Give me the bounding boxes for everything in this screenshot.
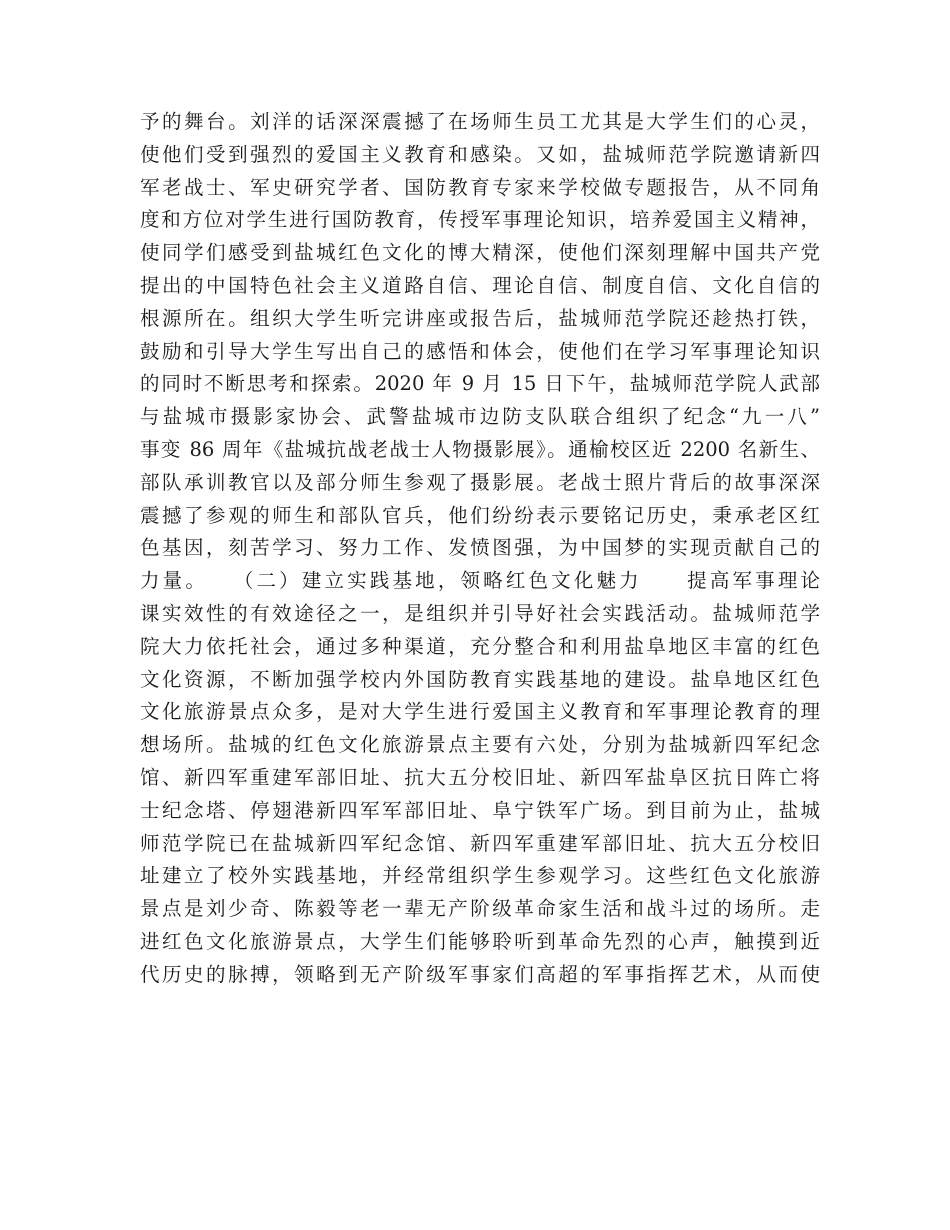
text-line: 度和方位对学生进行国防教育，传授军事理论知识，培养爱国主义精神， xyxy=(140,208,820,232)
text-line: 代历史的脉搏，领略到无产阶级军事家们高超的军事指挥艺术，从而使 xyxy=(140,962,820,986)
text-line: 景点是刘少奇、陈毅等老一辈无产阶级革命家生活和战斗过的场所。走 xyxy=(140,897,820,921)
text-line: 文化旅游景点众多，是对大学生进行爱国主义教育和军事理论教育的理 xyxy=(140,700,820,724)
body-text xyxy=(140,106,820,992)
text-line: 予的舞台。刘洋的话深深震撼了在场师生员工尤其是大学生们的心灵， xyxy=(140,110,820,133)
text-line: 士纪念塔、停翅港新四军军部旧址、阜宁铁军广场。到目前为止，盐城 xyxy=(140,798,820,822)
text-line: 色基因，刻苦学习、努力工作、发愤图强，为中国梦的实现贡献自己的 xyxy=(140,536,820,560)
text-line: 进红色文化旅游景点，大学生们能够聆听到革命先烈的心声，触摸到近 xyxy=(140,929,820,953)
text-line: 部队承训教官以及部分师生参观了摄影展。老战士照片背后的故事深深 xyxy=(140,470,820,494)
text-line: 院大力依托社会，通过多种渠道，充分整合和利用盐阜地区丰富的红色 xyxy=(140,634,820,658)
text-line: 课实效性的有效途径之一，是组织并引导好社会实践活动。盐城师范学 xyxy=(140,601,820,625)
text-line: 师范学院已在盐城新四军纪念馆、新四军重建军部旧址、抗大五分校旧 xyxy=(140,831,820,855)
text-line: 事变 86 周年《盐城抗战老战士人物摄影展》。通榆校区近 2200 名新生、 xyxy=(140,437,820,461)
text-line: 根源所在。组织大学生听完讲座或报告后，盐城师范学院还趁热打铁， xyxy=(140,306,820,330)
text-line: 力量。 （二）建立实践基地，领略红色文化魅力 提高军事理论 xyxy=(140,569,820,593)
text-line: 提出的中国特色社会主义道路自信、理论自信、制度自信、文化自信的 xyxy=(140,273,820,297)
text-line: 鼓励和引导大学生写出自己的感悟和体会，使他们在学习军事理论知识 xyxy=(140,339,820,363)
text-line: 馆、新四军重建军部旧址、抗大五分校旧址、新四军盐阜区抗日阵亡将 xyxy=(140,765,820,789)
text-line: 的同时不断思考和探索。2020 年 9 月 15 日下午，盐城师范学院人武部 xyxy=(140,372,820,396)
text-line: 文化资源，不断加强学校内外国防教育实践基地的建设。盐阜地区红色 xyxy=(140,667,820,691)
text-line: 址建立了校外实践基地，并经常组织学生参观学习。这些红色文化旅游 xyxy=(140,864,820,888)
text-line: 震撼了参观的师生和部队官兵，他们纷纷表示要铭记历史，秉承老区红 xyxy=(140,503,820,527)
text-line: 使他们受到强烈的爱国主义教育和感染。又如，盐城师范学院邀请新四 xyxy=(140,142,820,166)
text-line: 使同学们感受到盐城红色文化的博大精深，使他们深刻理解中国共产党 xyxy=(140,241,820,265)
text-line: 想场所。盐城的红色文化旅游景点主要有六处，分别为盐城新四军纪念 xyxy=(140,733,820,757)
text-line: 军老战士、军史研究学者、国防教育专家来学校做专题报告，从不同角 xyxy=(140,175,820,199)
text-line: 与盐城市摄影家协会、武警盐城市边防支队联合组织了纪念“九一八” xyxy=(140,405,820,429)
